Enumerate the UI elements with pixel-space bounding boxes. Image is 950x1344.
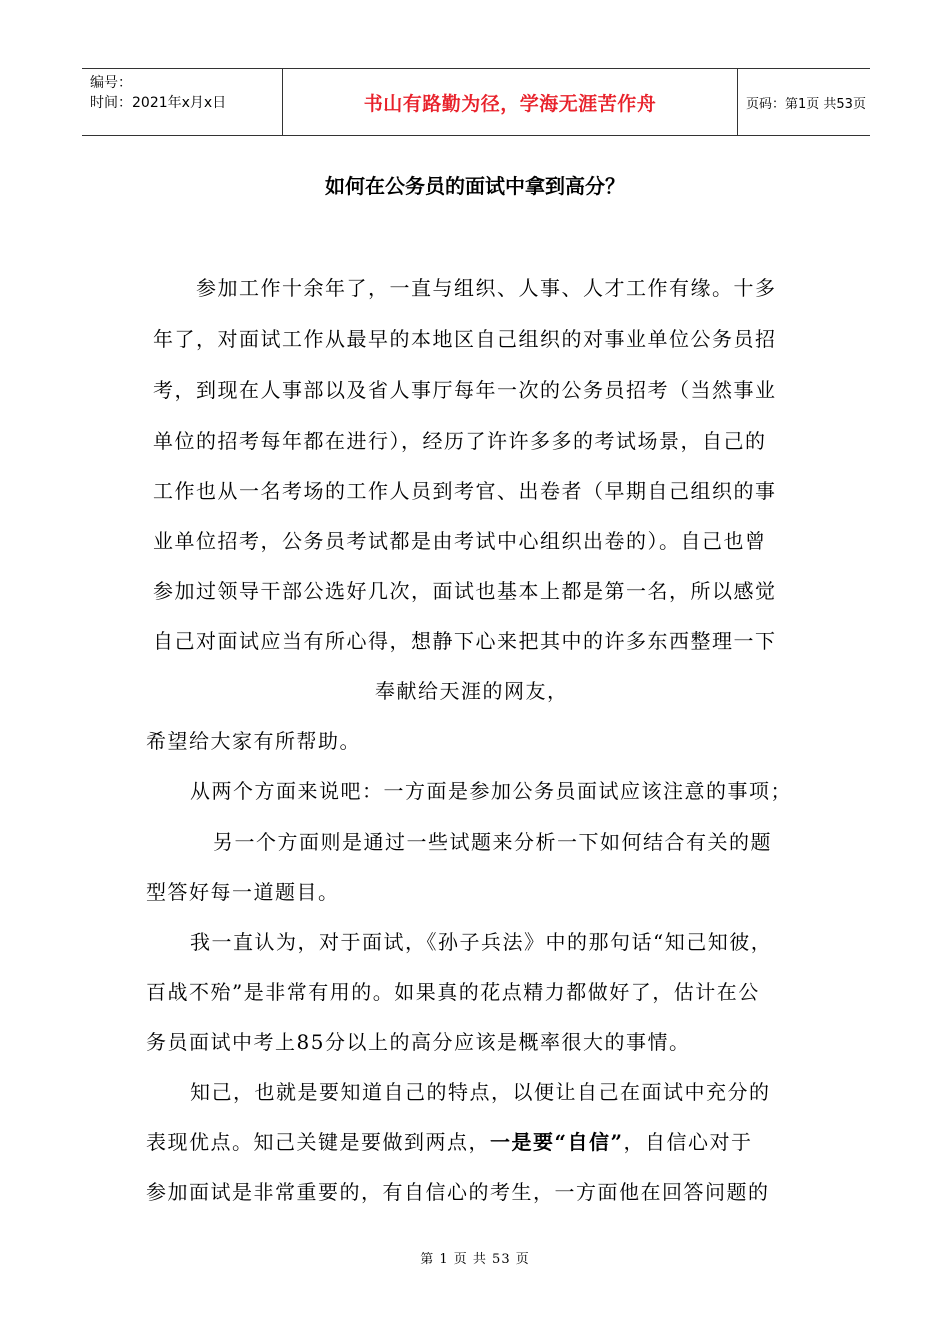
- body-line: 另一个方面则是通过一些试题来分析一下如何结合有关的题: [213, 830, 772, 854]
- header-meta-cell: [82, 69, 282, 135]
- body-line: 从两个方面来说吧：一方面是参加公务员面试应该注意的事项；: [190, 779, 792, 803]
- header-motto-cell: [282, 69, 738, 135]
- body-line: 参加过领导干部公选好几次，面试也基本上都是第一名，所以感觉: [153, 579, 777, 603]
- body-line: 务员面试中考上85分以上的高分应该是概率很大的事情。: [146, 1030, 691, 1054]
- body-line: 年了，对面试工作从最早的本地区自己组织的对事业单位公务员招: [153, 327, 777, 351]
- body-text: ，自信心对于: [623, 1130, 753, 1154]
- body-line: 希望给大家有所帮助。: [146, 729, 361, 753]
- emphasis-text: 一是要“自信”: [490, 1130, 624, 1154]
- body-text: 表现优点。知己关键是要做到两点，: [146, 1130, 490, 1154]
- body-line: 参加面试是非常重要的，有自信心的考生，一方面他在回答问题的: [146, 1180, 770, 1204]
- body-line: 奉献给天涯的网友，: [375, 679, 569, 703]
- body-line: [146, 1126, 753, 1155]
- body-line: 单位的招考每年都在进行），经历了许许多多的考试场景，自己的: [153, 429, 767, 453]
- header-page-cell: [738, 69, 870, 135]
- body-line: 知己，也就是要知道自己的特点，以便让自己在面试中充分的: [190, 1080, 771, 1104]
- body-line: 参加工作十余年了，一直与组织、人事、人才工作有缘。十多: [196, 276, 777, 300]
- body-line: 我一直认为，对于面试，《孙子兵法》中的那句话“知己知彼，: [190, 930, 773, 954]
- motto-text: 书山有路勤为径，学海无涯苦作舟: [363, 92, 657, 115]
- page-footer: 第 1 页 共 53 页: [420, 1252, 530, 1267]
- document-header: [82, 68, 870, 136]
- body-line: 型答好每一道题目。: [146, 880, 340, 904]
- body-line: 工作也从一名考场的工作人员到考官、出卷者（早期自己组织的事: [153, 479, 777, 503]
- time-label: 时间：2021年x月x日: [90, 95, 227, 111]
- number-label: 编号：: [90, 75, 132, 91]
- body-line: 考，到现在人事部以及省人事厅每年一次的公务员招考（当然事业: [153, 378, 777, 402]
- body-line: 业单位招考，公务员考试都是由考试中心组织出卷的）。自己也曾: [153, 529, 767, 553]
- page-label: 页码：第1页 共53页: [746, 96, 866, 112]
- document-title: 如何在公务员的面试中拿到高分？: [325, 174, 625, 198]
- body-line: 自己对面试应当有所心得，想静下心来把其中的许多东西整理一下: [153, 629, 777, 653]
- body-line: 百战不殆”是非常有用的。如果真的花点精力都做好了，估计在公: [146, 980, 760, 1004]
